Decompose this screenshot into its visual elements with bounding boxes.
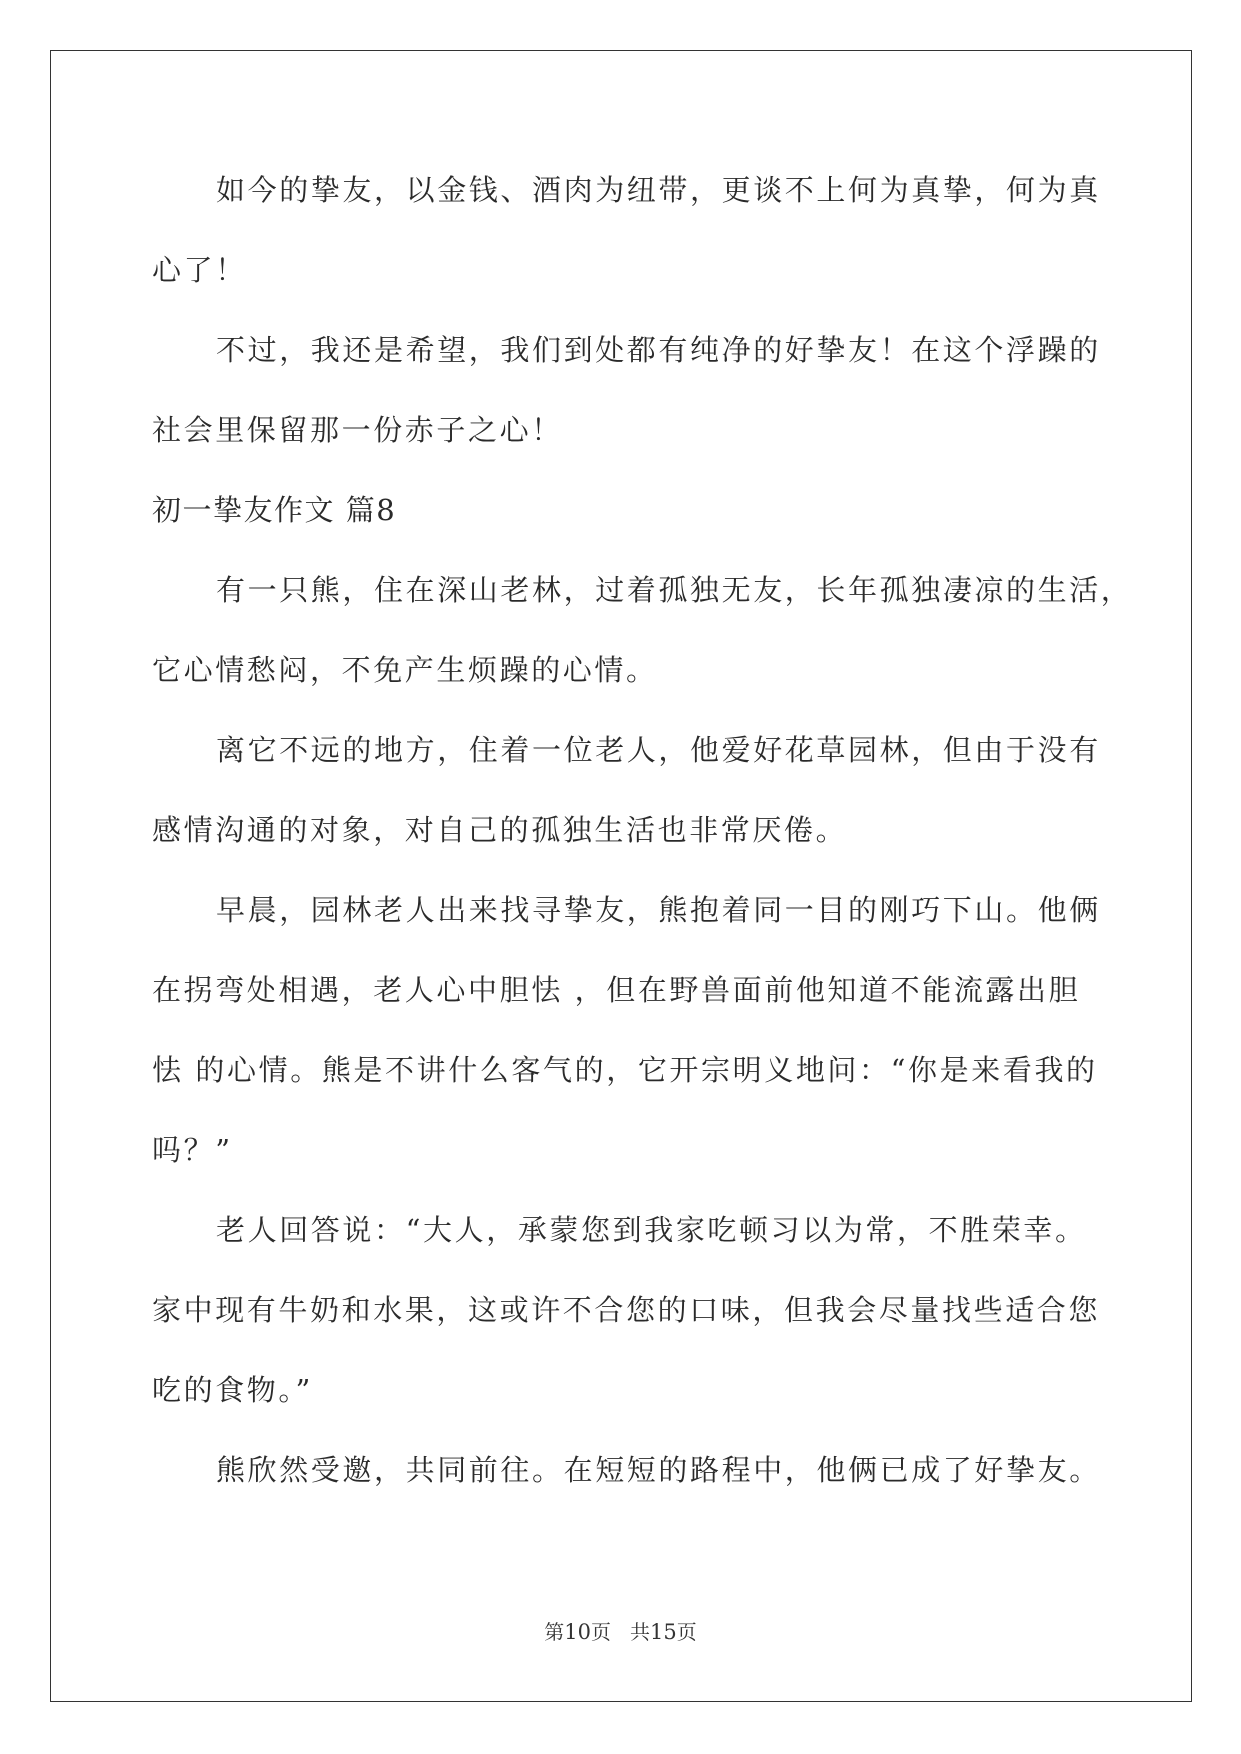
paragraph-line: 老人回答说：“大人，承蒙您到我家吃顿习以为常，不胜荣幸。 bbox=[216, 1213, 1087, 1247]
paragraph-line: 怯 的心情。熊是不讲什么客气的，它开宗明义地问：“你是来看我的 bbox=[152, 1053, 1098, 1087]
footer-suffix: 页 bbox=[676, 1620, 697, 1644]
paragraph-line: 社会里保留那一份赤子之心！ bbox=[152, 413, 563, 447]
paragraph-line: 早晨，园林老人出来找寻挚友，熊抱着同一目的刚巧下山。他俩 bbox=[216, 893, 1101, 927]
paragraph-line: 吃的食物。” bbox=[152, 1373, 313, 1407]
page-footer bbox=[0, 1620, 1241, 1644]
paragraph-line: 不过，我还是希望，我们到处都有纯净的好挚友！在这个浮躁的 bbox=[216, 333, 1101, 367]
paragraph-line: 离它不远的地方，住着一位老人，他爱好花草园林，但由于没有 bbox=[216, 733, 1101, 767]
paragraph-line: 有一只熊，住在深山老林，过着孤独无友，长年孤独凄凉的生活， bbox=[216, 573, 1133, 607]
paragraph-line: 吗？” bbox=[152, 1133, 233, 1167]
section-heading: 初一挚友作文 篇8 bbox=[152, 493, 397, 527]
paragraph-line: 如今的挚友，以金钱、酒肉为纽带，更谈不上何为真挚，何为真 bbox=[216, 173, 1101, 207]
paragraph-line: 家中现有牛奶和水果，这或许不合您的口味，但我会尽量找些适合您 bbox=[152, 1293, 1101, 1327]
footer-prefix: 第 bbox=[544, 1620, 565, 1644]
paragraph-line: 心了！ bbox=[152, 253, 247, 287]
paragraph-line: 在拐弯处相遇，老人心中胆怯 ，但在野兽面前他知道不能流露出胆 bbox=[152, 973, 1081, 1007]
footer-mid: 页 共 bbox=[590, 1620, 651, 1644]
current-page-number: 10 bbox=[564, 1620, 591, 1644]
total-page-number: 15 bbox=[650, 1620, 677, 1644]
paragraph-line: 它心情愁闷，不免产生烦躁的心情。 bbox=[152, 653, 658, 687]
paragraph-line: 感情沟通的对象，对自己的孤独生活也非常厌倦。 bbox=[152, 813, 848, 847]
paragraph-line: 熊欣然受邀，共同前往。在短短的路程中，他俩已成了好挚友。 bbox=[216, 1453, 1101, 1487]
